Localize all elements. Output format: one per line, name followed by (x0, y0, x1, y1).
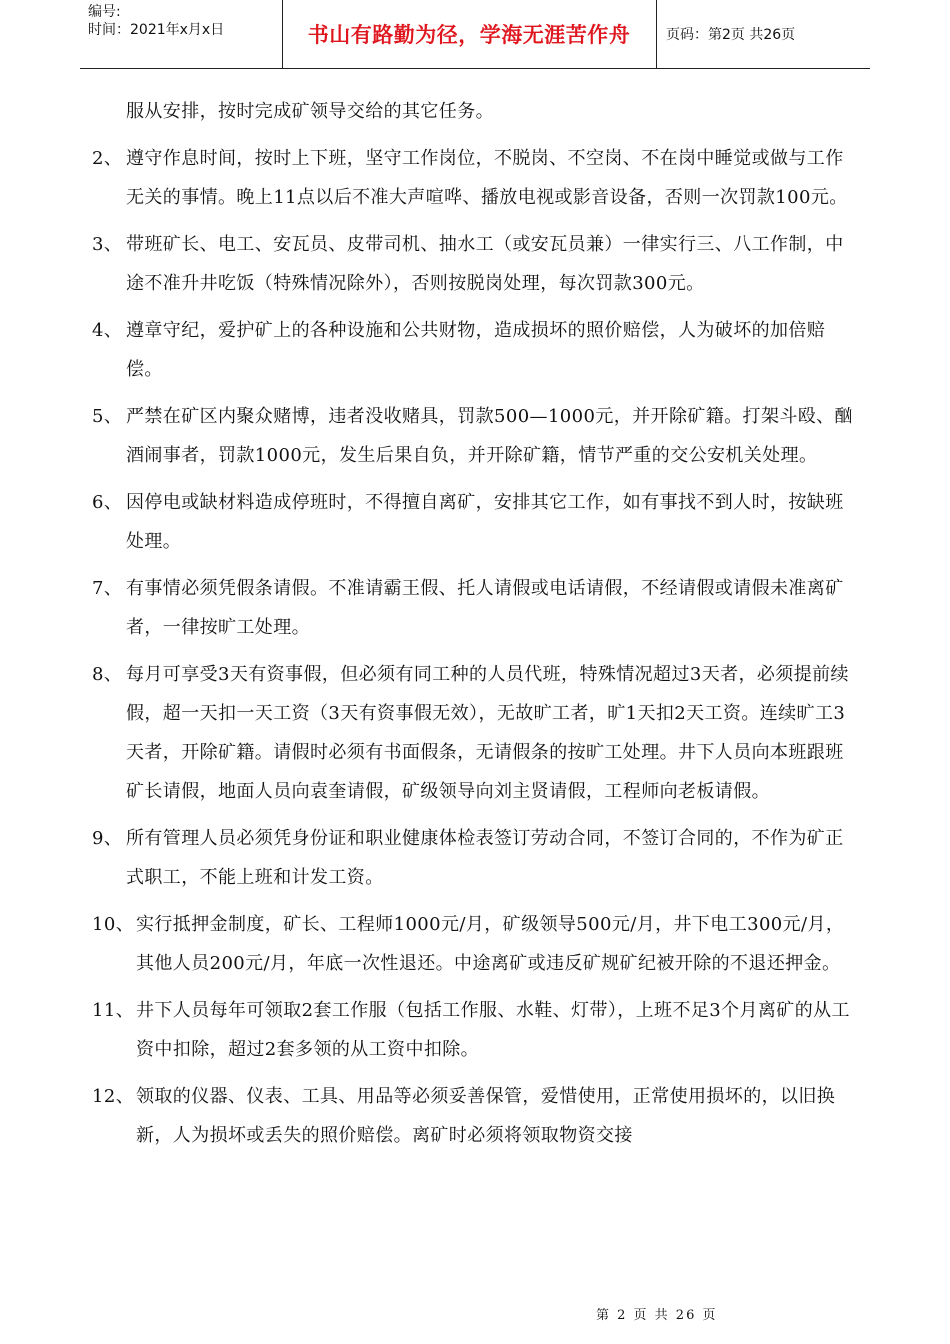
item-number: 11、 (92, 1000, 135, 1021)
header-page-info: 页码：第2页 共26页 (666, 27, 796, 43)
list-item (92, 139, 860, 217)
item-number: 9、 (92, 828, 123, 849)
list-item (92, 225, 860, 303)
item-text: 遵章守纪，爱护矿上的各种设施和公共财物，造成损坏的照价赔偿，人为破坏的加倍赔偿。 (126, 320, 826, 380)
item-text: 所有管理人员必须凭身份证和职业健康体检表签订劳动合同，不签订合同的，不作为矿正式职工，不能上班和计发工资。 (126, 828, 844, 888)
item-number: 10、 (92, 914, 135, 935)
item-text: 因停电或缺材料造成停班时，不得擅自离矿，安排其它工作，如有事找不到人时，按缺班处理。 (126, 492, 844, 552)
list-item (92, 655, 860, 811)
list-item (92, 569, 860, 647)
item-text: 实行抵押金制度，矿长、工程师1000元/月，矿级领导500元/月，井下电工300元/月，其他人员200元/月，年底一次性退还。中途离矿或违反矿规矿纪被开除的不退还押金。 (136, 914, 845, 974)
item-text: 领取的仪器、仪表、工具、用品等必须妥善保管，爱惜使用，正常使用损坏的，以旧换新，人为损坏或丢失的照价赔偿。离矿时必须将领取物资交接 (136, 1086, 836, 1146)
date-label: 时间：2021年x月x日 (88, 22, 225, 38)
item-text: 带班矿长、电工、安瓦员、皮带司机、抽水工（或安瓦员兼）一律实行三、八工作制，中途不准升井吃饭（特殊情况除外），否则按脱岗处理，每次罚款300元。 (126, 234, 844, 294)
list-item (92, 905, 860, 983)
page-header (80, 0, 870, 69)
list-item (92, 1077, 860, 1155)
item-text: 每月可享受3天有资事假，但必须有同工种的人员代班，特殊情况超过3天者，必须提前续假，超一天扣一天工资（3天有资事假无效），无故旷工者，旷1天扣2天工资。连续旷工3天者，开除矿籍。请假时必须有书面假条，无请假条的按旷工处理。井下人员向本班跟班矿长请假，地面人员向袁奎请假，矿级领导向刘主贤请假，工程师向老板请假。 (126, 664, 849, 802)
item-number: 3、 (92, 234, 123, 255)
item-number: 5、 (92, 406, 123, 427)
item-number: 2、 (92, 148, 123, 169)
list-item (92, 397, 860, 475)
header-divider (656, 0, 657, 68)
list-item (92, 819, 860, 897)
list-item (92, 311, 860, 389)
document-body (92, 92, 860, 1163)
list-item (92, 483, 860, 561)
item-number: 4、 (92, 320, 123, 341)
header-divider (282, 0, 283, 68)
item-number: 6、 (92, 492, 123, 513)
page-footer: 第 2 页 共 26 页 (596, 1308, 718, 1323)
item-number: 12、 (92, 1086, 135, 1107)
list-item (92, 92, 860, 131)
list-item (92, 991, 860, 1069)
item-text: 遵守作息时间，按时上下班，坚守工作岗位，不脱岗、不空岗、不在岗中睡觉或做与工作无关的事情。晚上11点以后不准大声喧哗、播放电视或影音设备，否则一次罚款100元。 (126, 148, 848, 208)
item-text: 井下人员每年可领取2套工作服（包括工作服、水鞋、灯带），上班不足3个月离矿的从工资中扣除，超过2套多领的从工资中扣除。 (136, 1000, 850, 1060)
item-text: 严禁在矿区内聚众赌博，违者没收赌具，罚款500—1000元，并开除矿籍。打架斗殴、酗酒闹事者，罚款1000元，发生后果自负，并开除矿籍，情节严重的交公安机关处理。 (126, 406, 853, 466)
item-number: 7、 (92, 578, 123, 599)
item-text: 有事情必须凭假条请假。不准请霸王假、托人请假或电话请假，不经请假或请假未准离矿者，一律按旷工处理。 (126, 578, 844, 638)
header-meta (80, 0, 282, 68)
item-text: 服从安排，按时完成矿领导交给的其它任务。 (126, 101, 494, 122)
item-number: 8、 (92, 664, 123, 685)
number-label: 编号: (88, 4, 121, 20)
header-motto: 书山有路勤为径，学海无涯苦作舟 (307, 23, 631, 47)
